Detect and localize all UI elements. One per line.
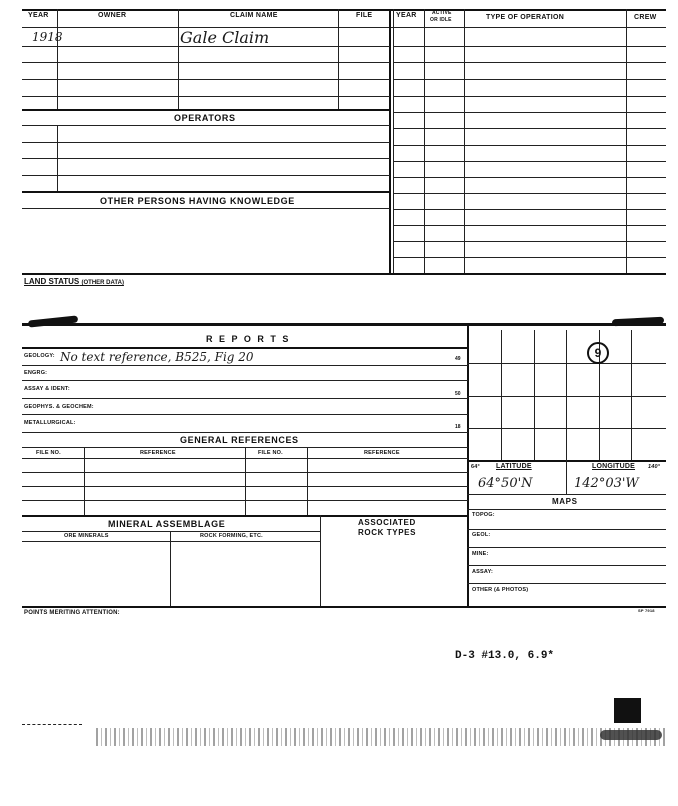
report-label-geophys: GEOPHYS. & GEOCHEM: <box>24 404 94 410</box>
latitude-label: LATITUDE <box>496 463 532 470</box>
rock-forming-header: ROCK FORMING, ETC. <box>200 533 263 539</box>
maps-heading: MAPS <box>552 497 578 506</box>
ref-header-reference-2: REFERENCE <box>364 450 400 456</box>
lon-suffix: 140° <box>648 464 661 470</box>
general-references-heading: GENERAL REFERENCES <box>180 435 299 445</box>
map-row-mine: MINE: <box>472 551 489 557</box>
active-header-line1: ACTIVE <box>432 10 452 16</box>
lat-prefix: 64° <box>471 464 480 470</box>
land-status-sub: (OTHER DATA) <box>81 280 124 286</box>
grid-mark: 9 <box>587 342 609 364</box>
map-row-topog: TOPOG: <box>472 512 495 518</box>
associated-rock-line1: ASSOCIATED <box>358 518 416 527</box>
mineral-assemblage-heading: MINERAL ASSEMBLAGE <box>108 519 226 529</box>
associated-rock-line2: ROCK TYPES <box>358 528 417 537</box>
year-header: YEAR <box>28 12 49 19</box>
entry-year: 1918 <box>32 30 63 44</box>
other-persons-heading: OTHER PERSONS HAVING KNOWLEDGE <box>100 196 295 206</box>
points-meriting-attention: POINTS MERITING ATTENTION: <box>24 610 120 616</box>
map-row-geol: GEOL: <box>472 532 491 538</box>
ref-header-reference-1: REFERENCE <box>140 450 176 456</box>
report-label-metallurgical: METALLURGICAL: <box>24 420 76 426</box>
ref-header-file-no-2: FILE NO. <box>258 450 283 456</box>
scan-noise-dark <box>600 730 662 740</box>
crew-header: CREW <box>634 14 657 21</box>
report-num-assay: 50 <box>455 391 461 397</box>
report-num-metallurgical: 18 <box>455 424 461 430</box>
report-label-engrg: ENGRG: <box>24 370 48 376</box>
geology-note: No text reference, B525, Fig 20 <box>60 350 254 364</box>
longitude-label: LONGITUDE <box>592 463 636 470</box>
land-status-label: LAND STATUS <box>24 277 80 286</box>
map-row-assay: ASSAY: <box>472 569 494 575</box>
report-num-geology: 49 <box>455 356 461 362</box>
report-label-assay: ASSAY & IDENT: <box>24 386 70 392</box>
typed-note: D-3 #13.0, 6.9* <box>455 650 555 662</box>
ref-header-file-no-1: FILE NO. <box>36 450 61 456</box>
scan-noise-band <box>96 728 666 746</box>
latitude-value: 64°50'N <box>478 476 533 491</box>
operators-heading: OPERATORS <box>174 113 236 123</box>
entry-claim-name: Gale Claim <box>180 28 270 47</box>
report-label-geology: GEOLOGY: <box>24 353 55 359</box>
black-square-mark <box>614 698 641 723</box>
owner-header: OWNER <box>98 12 127 19</box>
form-code: SP 7918 <box>638 608 655 613</box>
file-header: FILE <box>356 12 373 19</box>
year2-header: YEAR <box>396 12 417 19</box>
land-status-heading <box>24 277 124 286</box>
map-row-other: OTHER (& PHOTOS) <box>472 587 529 593</box>
type-of-operation-header: TYPE OF OPERATION <box>486 14 565 21</box>
ore-minerals-header: ORE MINERALS <box>64 533 109 539</box>
active-header-line2: OR IDLE <box>430 17 452 23</box>
longitude-value: 142°03'W <box>574 476 639 491</box>
claim-name-header: CLAIM NAME <box>230 12 278 19</box>
reports-heading: R E P O R T S <box>206 334 291 344</box>
